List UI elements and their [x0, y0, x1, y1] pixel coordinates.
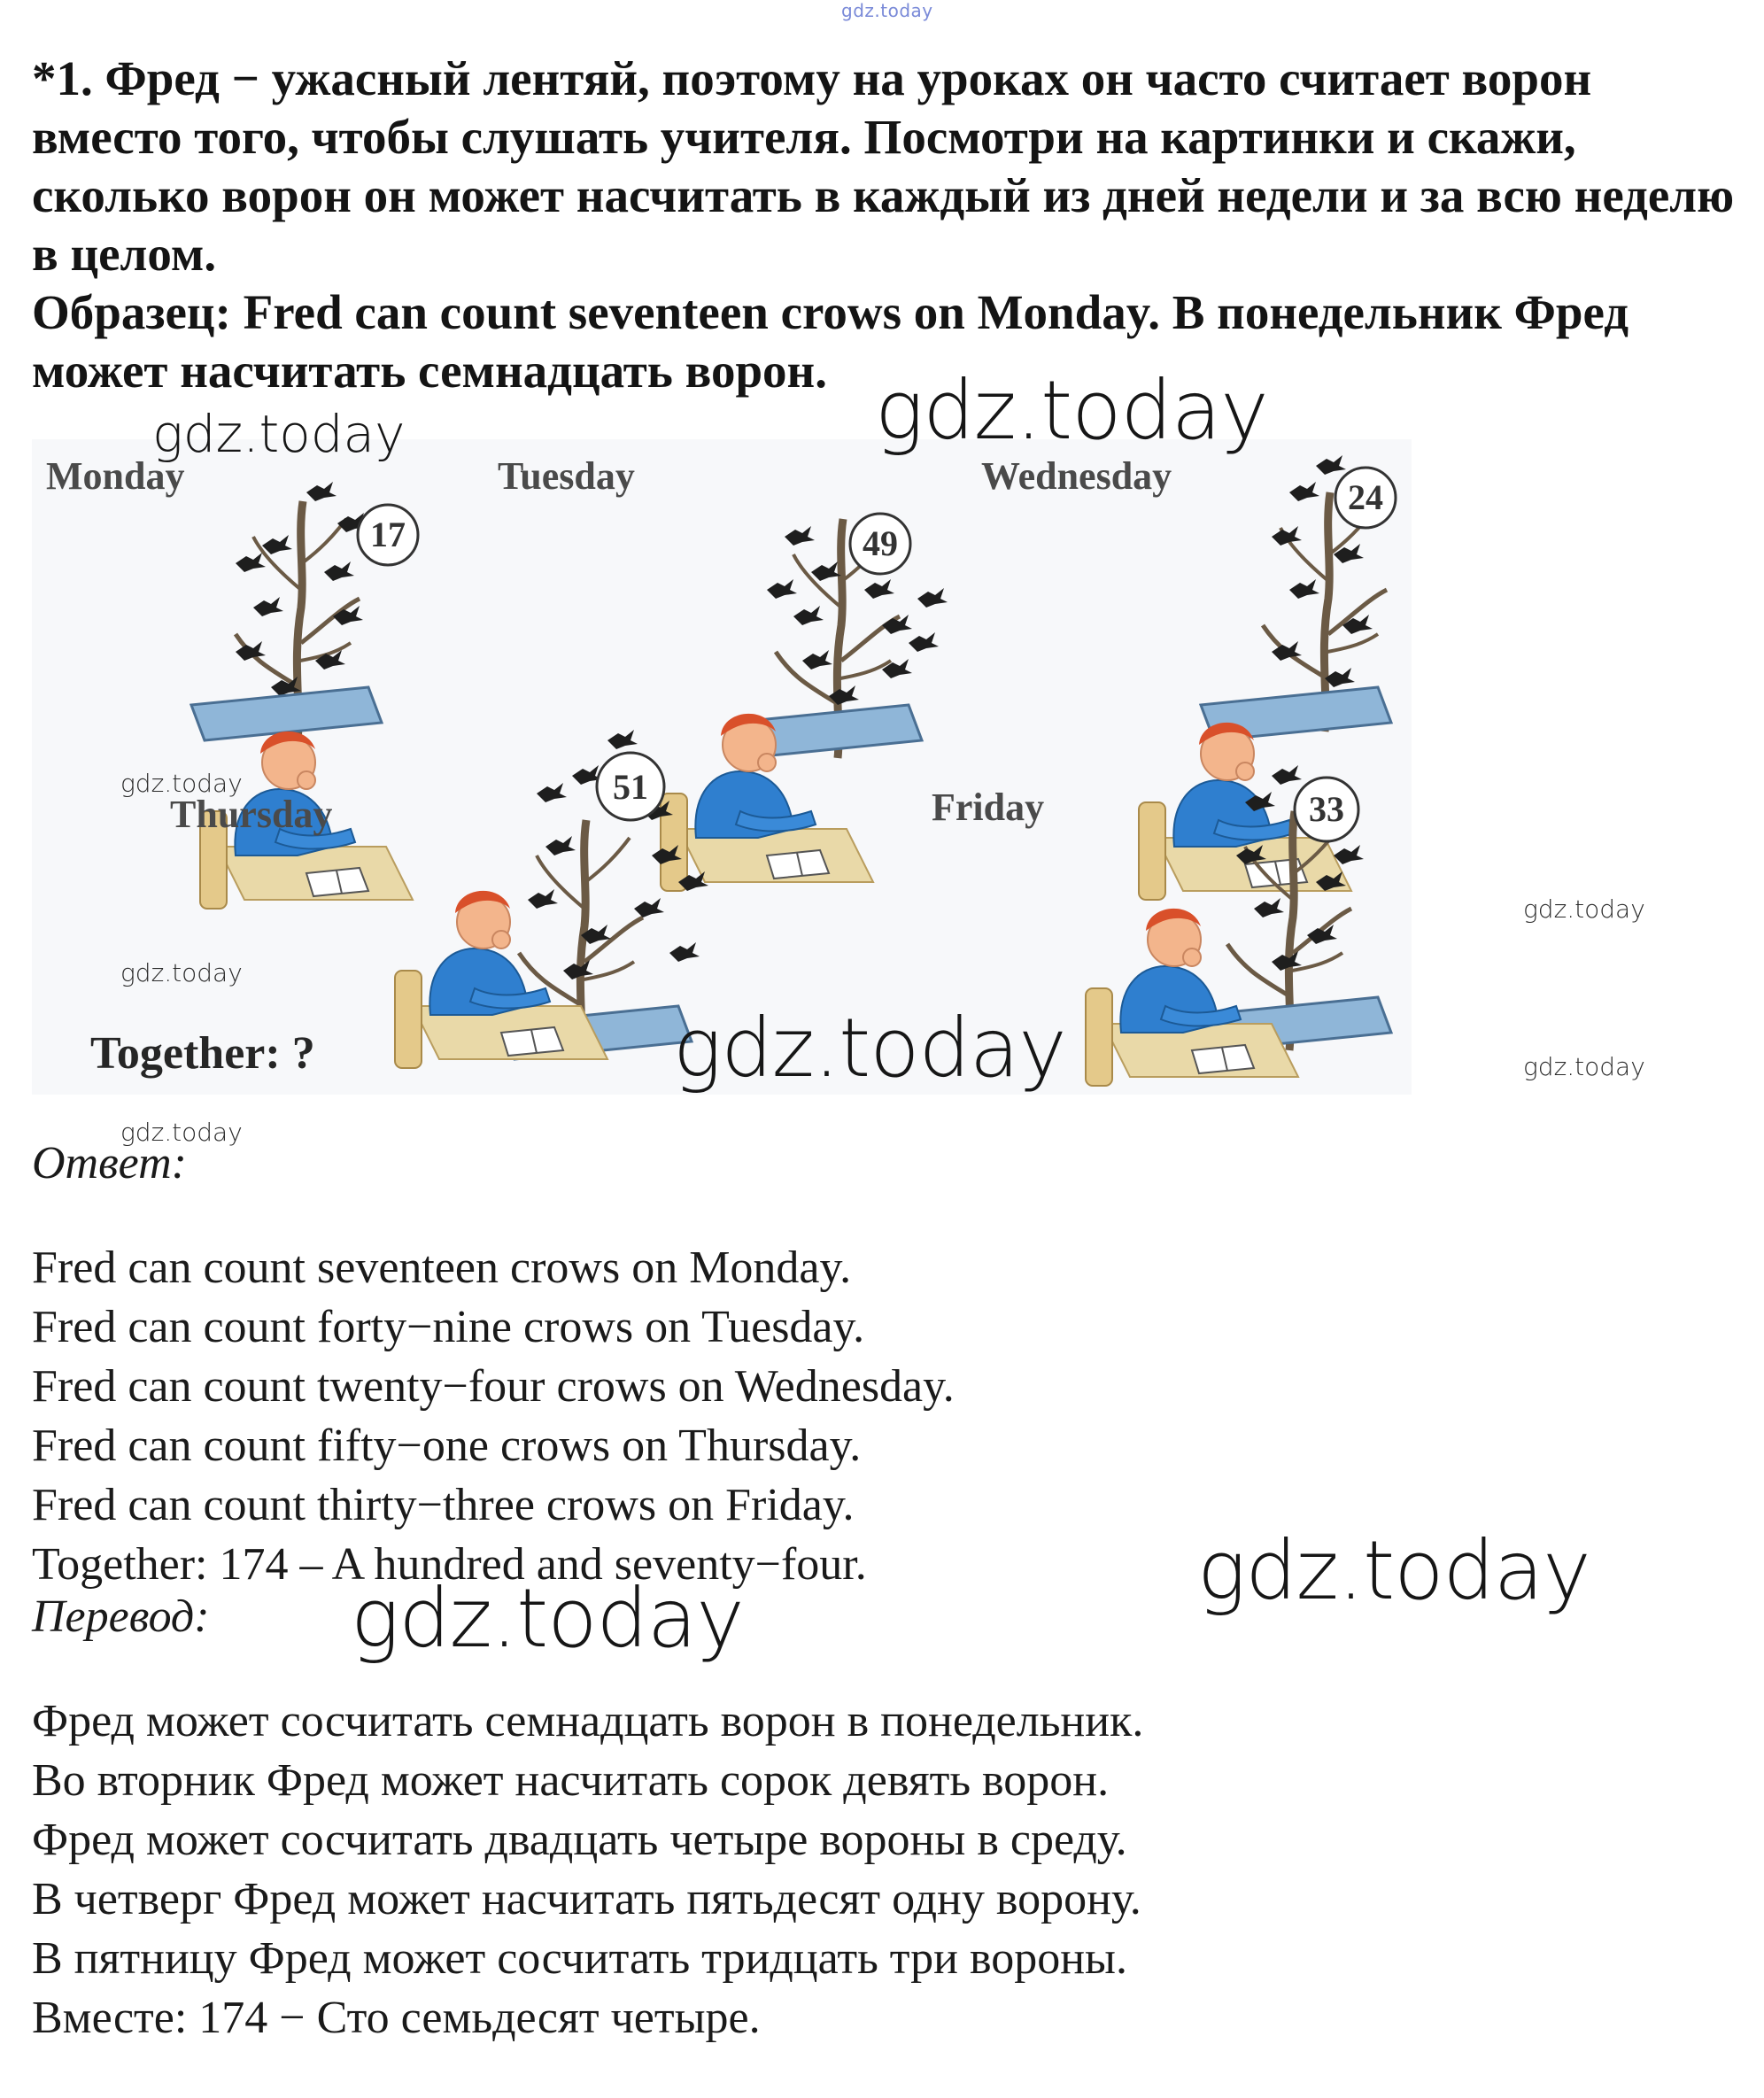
translation-line: Фред может сосчитать семнадцать ворон в понедельник.	[32, 1696, 1144, 1746]
panel-tuesday	[498, 454, 948, 891]
day-label-friday: Friday	[932, 786, 1045, 829]
watermark-small: gdz.today	[120, 769, 243, 798]
answer-heading: Ответ:	[32, 1138, 187, 1188]
count-thursday: 51	[613, 767, 648, 807]
watermark-large: gdz.today	[152, 404, 406, 464]
count-monday: 17	[370, 515, 406, 554]
translation-lines	[32, 1692, 1143, 2048]
translation-line: Во вторник Фред может насчитать сорок девять ворон.	[32, 1755, 1110, 1806]
translation-heading: Перевод:	[32, 1591, 210, 1642]
crow-counting-illustration	[32, 439, 1412, 1095]
watermark-large: gdz.today	[1197, 1523, 1590, 1618]
watermark-large: gdz.today	[673, 1001, 1066, 1095]
day-label-monday: Monday	[46, 454, 185, 498]
boy-figure	[1086, 909, 1298, 1086]
watermark-large: gdz.today	[351, 1571, 744, 1666]
count-wednesday: 24	[1348, 477, 1383, 517]
watermark-small: gdz.today	[120, 958, 243, 987]
watermark-large: gdz.today	[875, 363, 1268, 458]
panel-monday	[46, 454, 418, 909]
task-sample: Образец: Fred can count seventeen crows on Monday. В понедельник Фред может насчитать семнадцать ворон.	[32, 285, 1629, 398]
day-label-thursday: Thursday	[170, 793, 333, 836]
answer-line: Fred can count seventeen crows on Monday.	[32, 1243, 852, 1293]
translation-line: В пятницу Фред может сосчитать тридцать три вороны.	[32, 1933, 1127, 1984]
count-friday: 33	[1309, 789, 1344, 829]
answer-line: Fred can count forty−nine crows on Tuesday.	[32, 1302, 865, 1352]
day-label-tuesday: Tuesday	[498, 454, 635, 498]
translation-line: Вместе: 174 − Сто семьдесят четыре.	[32, 1993, 761, 2043]
task-text: *1. Фред − ужасный лентяй, поэтому на уроках он часто считает ворон вместо того, чтобы слушать учителя. Посмотри на картинки и скажи, сколько ворон он может насчитать в каждый из дней недели и за всю неделю в целом.	[32, 51, 1735, 281]
answer-line: Together: 174 – A hundred and seventy−four.	[32, 1539, 867, 1590]
answer-line: Fred can count fifty−one crows on Thursday.	[32, 1421, 862, 1471]
translation-line: В четверг Фред может насчитать пятьдесят одну ворону.	[32, 1874, 1141, 1924]
watermark-small: gdz.today	[1523, 894, 1645, 924]
task-statement	[32, 50, 1741, 400]
watermark-small: gdz.today	[1523, 1052, 1645, 1081]
together-label: Together: ?	[90, 1028, 315, 1079]
answer-lines	[32, 1238, 955, 1594]
header-watermark: gdz.today	[841, 0, 933, 21]
answer-line: Fred can count twenty−four crows on Wednesday.	[32, 1361, 955, 1412]
day-label-wednesday: Wednesday	[981, 454, 1172, 498]
watermark-small: gdz.today	[120, 1118, 243, 1147]
translation-line: Фред может сосчитать двадцать четыре вороны в среду.	[32, 1815, 1127, 1865]
count-tuesday: 49	[863, 523, 898, 563]
boy-figure	[395, 891, 607, 1068]
answer-line: Fred can count thirty−three crows on Friday.	[32, 1480, 855, 1530]
